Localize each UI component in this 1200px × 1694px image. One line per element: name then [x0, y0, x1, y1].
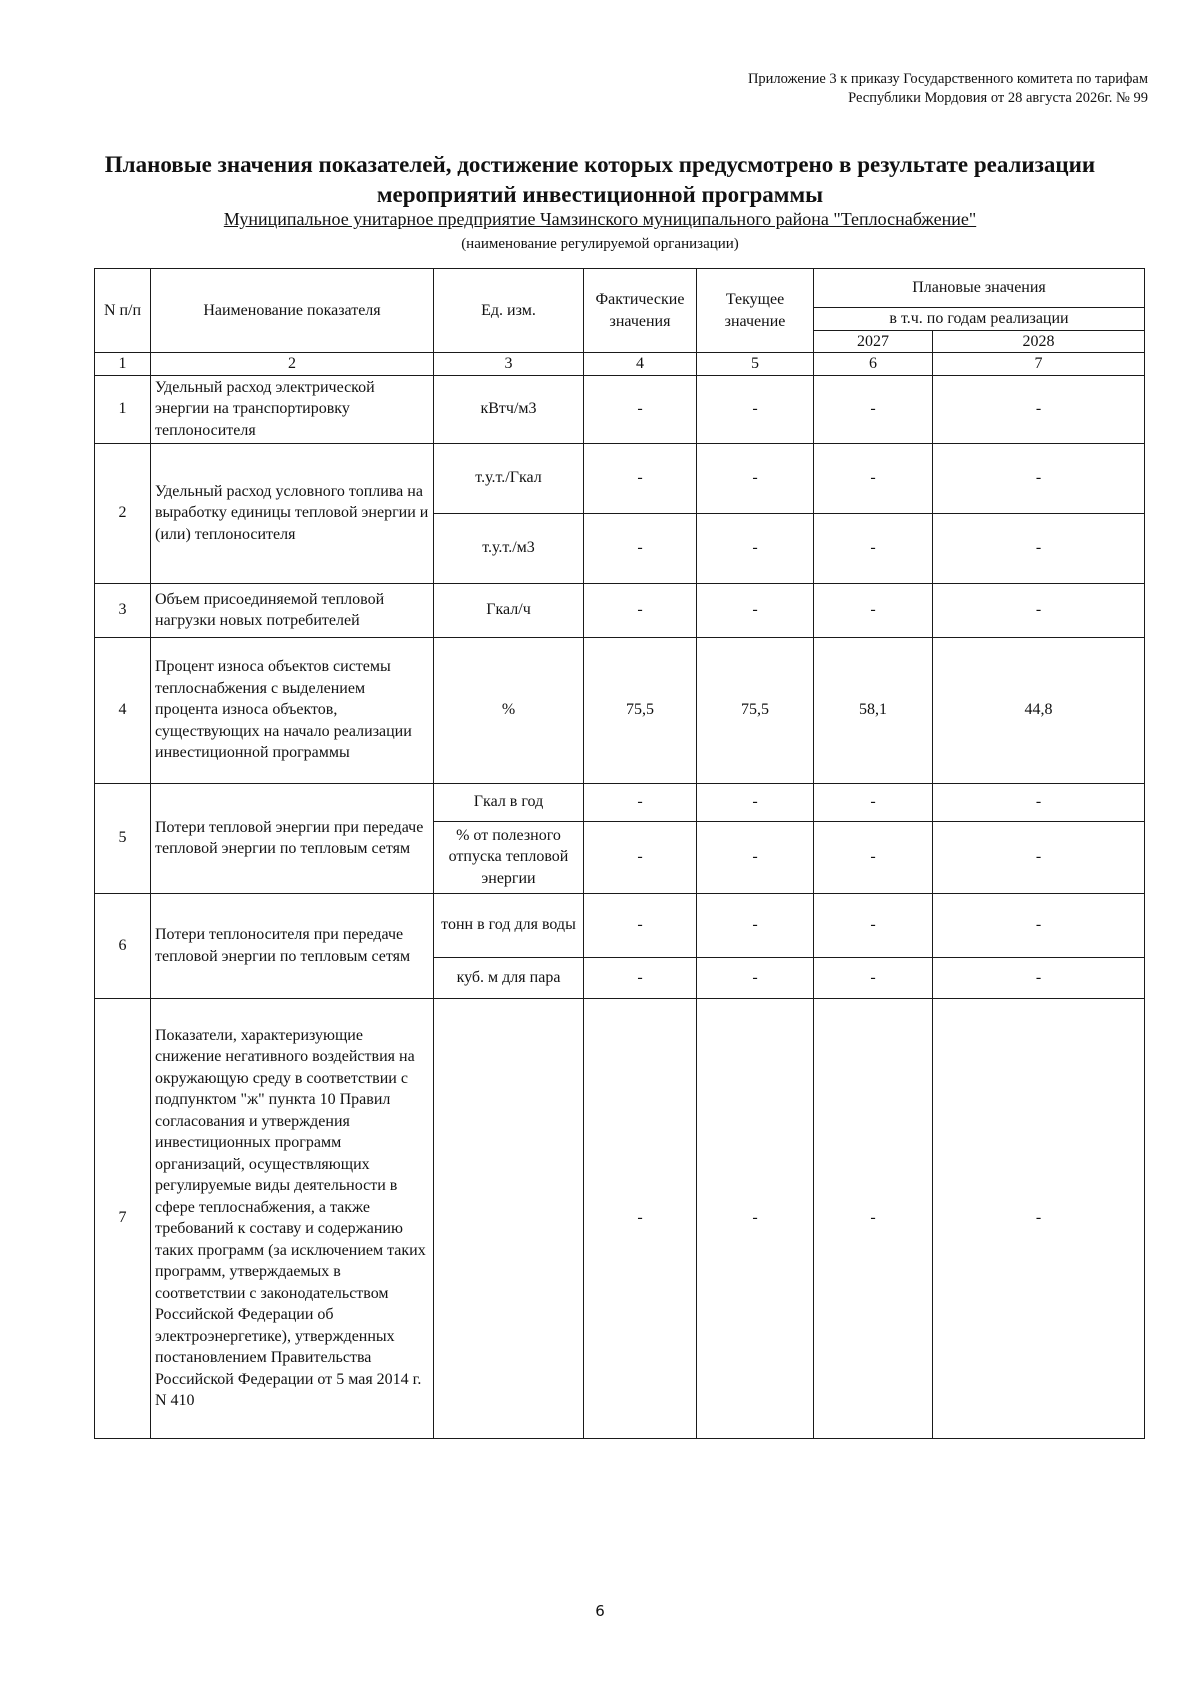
header-note [548, 70, 1148, 108]
actual-value: - [584, 443, 697, 513]
table-header-row [95, 269, 1145, 308]
plan-2028-value: - [933, 513, 1145, 583]
unit-cell: % от полезного отпуска тепловой энергии [434, 821, 584, 893]
plan-2027-value: - [814, 375, 933, 443]
page-number: 6 [595, 1602, 605, 1620]
plan-2027-value: - [814, 998, 933, 1438]
current-value: - [697, 957, 814, 998]
plan-2028-value: - [933, 998, 1145, 1438]
unit-cell: % [434, 637, 584, 783]
plan-2027-value: - [814, 513, 933, 583]
current-value: - [697, 783, 814, 821]
plan-2028-value: 44,8 [933, 637, 1145, 783]
header-by-years: в т.ч. по годам реализации [814, 308, 1145, 331]
current-value: 75,5 [697, 637, 814, 783]
plan-2028-value: - [933, 957, 1145, 998]
plan-2027-value: - [814, 583, 933, 637]
plan-2028-value: - [933, 583, 1145, 637]
current-value: - [697, 821, 814, 893]
header-num: N п/п [95, 269, 151, 353]
plan-2028-value: - [933, 821, 1145, 893]
unit-cell: кВтч/м3 [434, 375, 584, 443]
actual-value: - [584, 957, 697, 998]
actual-value: - [584, 821, 697, 893]
column-number: 5 [697, 353, 814, 376]
unit-cell: т.у.т./м3 [434, 513, 584, 583]
table-row [95, 443, 1145, 513]
unit-cell: тонн в год для воды [434, 893, 584, 957]
plan-2028-value: - [933, 375, 1145, 443]
plan-2028-value: - [933, 783, 1145, 821]
organization-name-block [60, 208, 1140, 230]
indicator-name: Потери теплоносителя при передаче тепловой энергии по тепловым сетям [151, 893, 434, 998]
header-unit: Ед. изм. [434, 269, 584, 353]
column-number: 4 [584, 353, 697, 376]
actual-value: - [584, 375, 697, 443]
table-row [95, 637, 1145, 783]
current-value: - [697, 893, 814, 957]
indicator-name: Потери тепловой энергии при передаче тепловой энергии по тепловым сетям [151, 783, 434, 893]
current-value: - [697, 375, 814, 443]
row-number: 1 [95, 375, 151, 443]
header-year-2028: 2028 [933, 330, 1145, 353]
row-number: 6 [95, 893, 151, 998]
unit-cell [434, 998, 584, 1438]
actual-value: - [584, 583, 697, 637]
row-number: 4 [95, 637, 151, 783]
indicator-name: Удельный расход электрической энергии на транспортировку теплоносителя [151, 375, 434, 443]
column-number: 1 [95, 353, 151, 376]
row-number: 5 [95, 783, 151, 893]
current-value: - [697, 998, 814, 1438]
indicator-name: Показатели, характеризующие снижение негативного воздействия на окружающую среду в соответствии с подпунктом "ж" пункта 10 Правил согласования и утверждения инвестиционных программ организаций, осуществляющих регулируемые виды деятельности в сфере теплоснабжения, а также требований к составу и содержанию таких программ (за исключением таких программ, утверждаемых в соответствии с законодательством Российской Федерации об электроэнергетике), утвержденных постановлением Правительства Российской Федерации от 5 мая 2014 г. N 410 [151, 998, 434, 1438]
actual-value: - [584, 998, 697, 1438]
unit-cell: куб. м для пара [434, 957, 584, 998]
table-row [95, 998, 1145, 1438]
unit-cell: т.у.т./Гкал [434, 443, 584, 513]
plan-2027-value: - [814, 821, 933, 893]
table-row [95, 783, 1145, 821]
column-number: 7 [933, 353, 1145, 376]
indicator-name: Удельный расход условного топлива на выработку единицы тепловой энергии и (или) теплоносителя [151, 443, 434, 583]
header-actual: Фактические значения [584, 269, 697, 353]
row-number: 7 [95, 998, 151, 1438]
column-number: 6 [814, 353, 933, 376]
column-number-row [95, 353, 1145, 376]
document-title [60, 150, 1140, 210]
organization-name: Муниципальное унитарное предприятие Чамзинского муниципального района "Теплоснабжение" [223, 209, 977, 229]
header-note-line2: Республики Мордовия от 28 августа 2026г. № 99 [848, 90, 1148, 106]
column-number: 2 [151, 353, 434, 376]
plan-2028-value: - [933, 893, 1145, 957]
indicators-table [94, 268, 1145, 1439]
current-value: - [697, 443, 814, 513]
actual-value: - [584, 783, 697, 821]
header-year-2027: 2027 [814, 330, 933, 353]
row-number: 2 [95, 443, 151, 583]
document-title-line1: Плановые значения показателей, достижение которых предусмотрено в результате реализации [104, 152, 1096, 177]
plan-2027-value: - [814, 443, 933, 513]
indicator-name: Объем присоединяемой тепловой нагрузки новых потребителей [151, 583, 434, 637]
plan-2027-value: - [814, 893, 933, 957]
document-title-line2: мероприятий инвестиционной программы [376, 182, 824, 207]
plan-2027-value: - [814, 783, 933, 821]
current-value: - [697, 513, 814, 583]
plan-2028-value: - [933, 443, 1145, 513]
indicator-name: Процент износа объектов системы теплоснабжения с выделением процента износа объектов, существующих на начало реализации инвестиционной программы [151, 637, 434, 783]
header-note-line1: Приложение 3 к приказу Государственного комитета по тарифам [747, 71, 1148, 87]
actual-value: - [584, 893, 697, 957]
current-value: - [697, 583, 814, 637]
header-name: Наименование показателя [151, 269, 434, 353]
header-current: Текущее значение [697, 269, 814, 353]
organization-caption: (наименование регулируемой организации) [461, 236, 739, 252]
actual-value: - [584, 513, 697, 583]
table-row [95, 893, 1145, 957]
plan-2027-value: 58,1 [814, 637, 933, 783]
plan-2027-value: - [814, 957, 933, 998]
column-number: 3 [434, 353, 584, 376]
header-planned: Плановые значения [814, 269, 1145, 308]
table-row [95, 583, 1145, 637]
unit-cell: Гкал в год [434, 783, 584, 821]
actual-value: 75,5 [584, 637, 697, 783]
unit-cell: Гкал/ч [434, 583, 584, 637]
table-row [95, 375, 1145, 443]
row-number: 3 [95, 583, 151, 637]
